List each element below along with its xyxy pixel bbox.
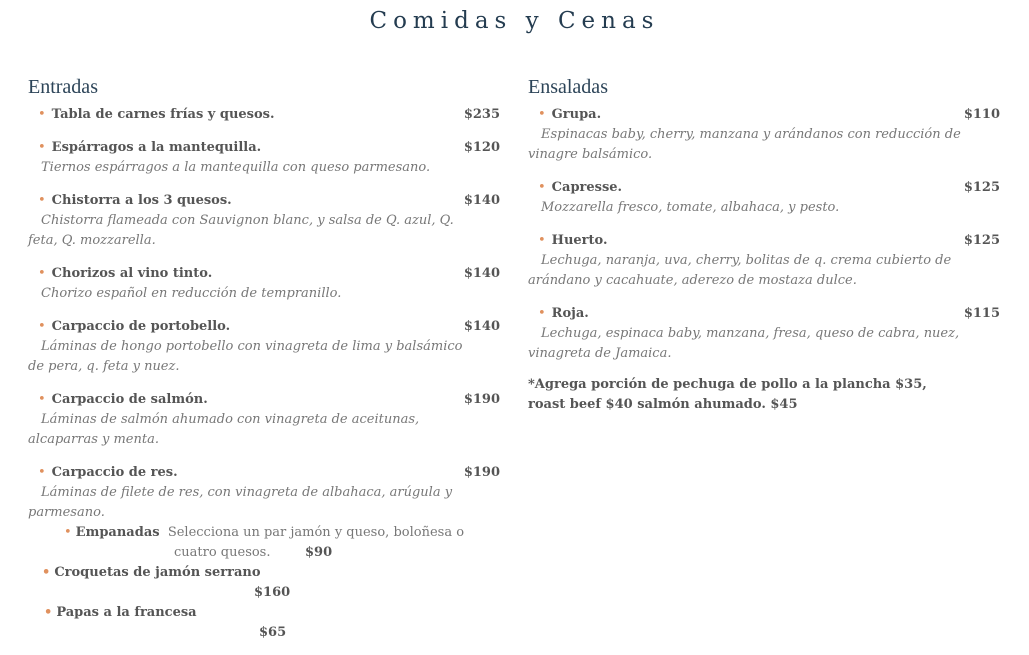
item-name: Chorizos al vino tinto. xyxy=(51,266,213,281)
menu-item xyxy=(528,231,1000,291)
menu-item xyxy=(28,463,500,523)
menu-item xyxy=(28,264,500,304)
bullet-icon: • xyxy=(38,319,46,334)
item-name: Grupa. xyxy=(551,107,602,122)
item-name: Roja. xyxy=(551,306,589,321)
menu-item-empanadas: • Empanadas Selecciona un par jamón y queso, boloñesa o xyxy=(64,525,465,540)
item-name: Carpaccio de salmón. xyxy=(51,392,208,407)
croquetas-price: $160 xyxy=(254,585,291,600)
item-price: $115 xyxy=(963,306,1000,321)
bullet-icon: • xyxy=(64,525,72,540)
ensaladas-section xyxy=(528,76,1000,415)
item-price: $125 xyxy=(963,180,1000,195)
section-heading: Entradas xyxy=(28,76,98,98)
page-title: Comidas y Cenas xyxy=(369,8,660,34)
bullet-icon: • xyxy=(38,107,46,122)
item-name: Carpaccio de portobello. xyxy=(51,319,231,334)
item-price: $140 xyxy=(463,319,500,334)
item-description: Mozzarella fresco, tomate, albahaca, y pesto. xyxy=(541,200,840,215)
item-description: Láminas de filete de res, con vinagreta de albahaca, arúgula y parmesano. xyxy=(28,485,453,520)
bullet-icon: • xyxy=(42,565,51,580)
item-name: Chistorra a los 3 quesos. xyxy=(51,193,232,208)
item-price: $140 xyxy=(463,266,500,281)
bullet-icon: • xyxy=(44,605,53,620)
item-description: Láminas de hongo portobello con vinagreta de lima y balsámico de pera, q. feta y nuez. xyxy=(28,339,463,374)
item-name: Espárragos a la mantequilla. xyxy=(51,140,262,155)
item-description: Espinacas baby, cherry, manzana y arándanos con reducción de vinagre balsámico. xyxy=(528,127,961,162)
empanadas-desc: cuatro quesos. xyxy=(174,545,271,560)
bullet-icon: • xyxy=(38,392,46,407)
item-price: $140 xyxy=(463,193,500,208)
menu-item xyxy=(528,178,1000,218)
menu-item xyxy=(28,390,500,450)
item-price: $190 xyxy=(463,465,500,480)
menu-item xyxy=(28,191,500,251)
item-name: Capresse. xyxy=(551,180,623,195)
item-price: $190 xyxy=(463,392,500,407)
item-description: Lechuga, espinaca baby, manzana, fresa, queso de cabra, nuez, vinagreta de Jamaica. xyxy=(528,326,960,361)
bullet-icon: • xyxy=(38,465,46,480)
item-description: Chistorra flameada con Sauvignon blanc, y salsa de Q. azul, Q. feta, Q. mozzarella. xyxy=(28,213,454,248)
menu-item xyxy=(28,317,500,377)
menu-item-croquetas: • Croquetas de jamón serrano xyxy=(42,565,261,580)
papas-price: $65 xyxy=(259,625,287,640)
item-description: Lechuga, naranja, uva, cherry, bolitas de q. crema cubierto de arándano y cacahuate, aderezo de mostaza dulce. xyxy=(528,253,952,288)
menu-item xyxy=(528,105,1000,165)
item-description: Láminas de salmón ahumado con vinagreta de aceitunas, alcaparras y menta. xyxy=(28,412,420,447)
section-heading: Ensaladas xyxy=(528,76,608,98)
item-price: $235 xyxy=(463,107,500,122)
item-name: Huerto. xyxy=(551,233,608,248)
bullet-icon: • xyxy=(38,140,46,155)
add-protein-note: *Agrega porción de pechuga de pollo a la plancha $35, roast beef $40 salmón ahumado. $45 xyxy=(528,377,927,412)
item-description: Chorizo español en reducción de tempranillo. xyxy=(41,286,342,301)
empanadas-price: $90 xyxy=(305,545,333,560)
item-description: Tiernos espárragos a la mantequilla con queso parmesano. xyxy=(41,160,431,175)
bullet-icon: • xyxy=(538,306,546,321)
item-name: Tabla de carnes frías y quesos. xyxy=(51,107,275,122)
item-price: $125 xyxy=(963,233,1000,248)
item-price: $120 xyxy=(463,140,500,155)
entradas-section xyxy=(28,76,500,536)
bullet-icon: • xyxy=(538,180,546,195)
item-name: Carpaccio de res. xyxy=(51,465,178,480)
menu-item xyxy=(28,138,500,178)
bullet-icon: • xyxy=(38,266,46,281)
bullet-icon: • xyxy=(538,107,546,122)
item-price: $110 xyxy=(963,107,1000,122)
menu-item-papas: • Papas a la francesa xyxy=(44,605,197,620)
menu-item xyxy=(28,105,500,125)
bullet-icon: • xyxy=(538,233,546,248)
bullet-icon: • xyxy=(38,193,46,208)
menu-item xyxy=(528,304,1000,364)
